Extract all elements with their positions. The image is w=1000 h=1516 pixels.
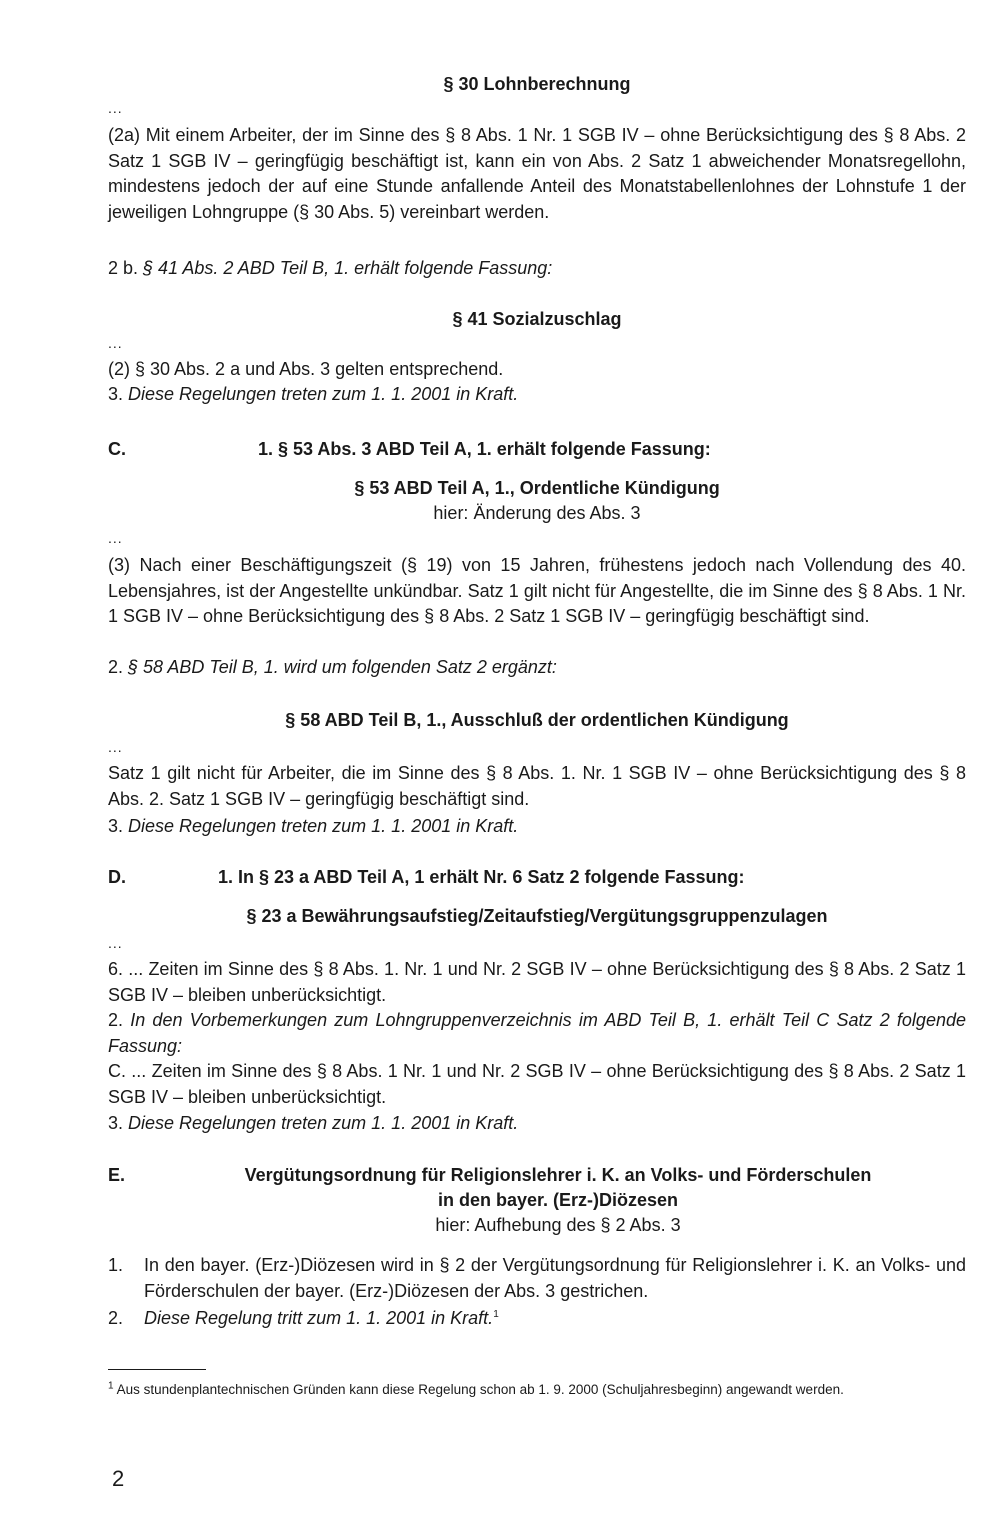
effective-date-line [108, 382, 518, 408]
subheading-section-53: hier: Änderung des Abs. 3 [433, 503, 641, 523]
section-title-e-line1: Vergütungsordnung für Religionslehrer i. K. an Volks- und Förderschulen [244, 1165, 872, 1185]
instruction-number: 2. [108, 1010, 124, 1030]
footnote-divider [108, 1369, 206, 1370]
effective-date-line [108, 814, 518, 840]
instruction-text: § 58 ABD Teil B, 1. wird um folgenden Satz 2 ergänzt: [128, 657, 557, 677]
instruction-text: In den Vorbemerkungen zum Lohngruppenverzeichnis im ABD Teil B, 1. erhält Teil C Satz 2 folgende Fassung: [108, 1010, 966, 1056]
item-number-e2: 2. [108, 1308, 124, 1328]
instruction-number: 2. [108, 657, 124, 677]
footnote-reference: 1 [493, 1309, 499, 1320]
page-number: 2 [112, 1466, 125, 1491]
ellipsis: ... [108, 935, 123, 951]
instruction-number: 3. [108, 384, 124, 404]
section-label-c: C. [108, 439, 126, 459]
instruction-text: Diese Regelungen treten zum 1. 1. 2001 in Kraft. [128, 1113, 519, 1133]
footnote-mark: 1 [108, 1380, 114, 1392]
instruction-c2 [108, 655, 557, 681]
ellipsis: ... [108, 739, 123, 755]
instruction-2b [108, 256, 552, 282]
instruction-text: Diese Regelungen treten zum 1. 1. 2001 in Kraft. [128, 816, 519, 836]
heading-section-23a: § 23 a Bewährungsaufstieg/Zeitaufstieg/Vergütungsgruppenzulagen [246, 906, 828, 926]
item-text-e1: In den bayer. (Erz-)Diözesen wird in § 2 der Vergütungsordnung für Religionslehrer i. K. an Volks- und Förderschulen der bayer. (Erz-)Diözesen der Abs. 3 gestrichen. [144, 1255, 966, 1301]
section-label-d: D. [108, 867, 126, 887]
paragraph-teil-c: C. ... Zeiten im Sinne des § 8 Abs. 1 Nr. 1 und Nr. 2 SGB IV – ohne Berücksichtigung des § 8 Abs. 2 Satz 1 SGB IV – bleiben unberücksichtigt. [108, 1061, 966, 1107]
instruction-number: 2 b. [108, 258, 139, 278]
instruction-text: Diese Regelung tritt zum 1. 1. 2001 in Kraft. [144, 1308, 494, 1328]
footnote-text: Aus stundenplantechnischen Gründen kann diese Regelung schon ab 1. 9. 2000 (Schuljahresbeginn) angewandt werden. [116, 1382, 844, 1397]
paragraph-53-3: (3) Nach einer Beschäftigungszeit (§ 19) von 15 Jahren, frühestens jedoch nach Vollendung des 40. Lebensjahres, ist der Angestellte unkündbar. Satz 1 gilt nicht für Angestellte, die im Sinne des § 8 Abs. 1 Nr. 1 SGB IV – ohne Berücksichtigung des § 8 Abs. 2 Satz 1 SGB IV – geringfügig beschäftigt sind. [108, 555, 966, 627]
heading-section-41: § 41 Sozialzuschlag [452, 309, 622, 329]
footnote [108, 1380, 966, 1399]
instruction-number: 3. [108, 1113, 124, 1133]
heading-section-30: § 30 Lohnberechnung [443, 74, 631, 94]
heading-section-53: § 53 ABD Teil A, 1., Ordentliche Kündigung [354, 478, 720, 498]
instruction-text: Diese Regelungen treten zum 1. 1. 2001 in Kraft. [128, 384, 519, 404]
paragraph-2a: (2a) Mit einem Arbeiter, der im Sinne des § 8 Abs. 1 Nr. 1 SGB IV – ohne Berücksichtigung des § 8 Abs. 2 Satz 1 SGB IV – geringfügig beschäftigt ist, kann ein von Abs. 2 Satz 1 abweichender Monatsregellohn, mindestens jedoch der auf eine Stunde anfallende Anteil des Monatstabellenlohnes der Lohnstufe 1 der jeweiligen Lohngruppe (§ 30 Abs. 5) vereinbart werden. [108, 125, 966, 222]
ellipsis: ... [108, 335, 123, 351]
instruction-text: § 41 Abs. 2 ABD Teil B, 1. erhält folgende Fassung: [143, 258, 553, 278]
paragraph-41-2: (2) § 30 Abs. 2 a und Abs. 3 gelten entsprechend. [108, 359, 504, 379]
instruction-d2 [108, 1008, 966, 1059]
ellipsis: ... [108, 100, 123, 116]
instruction-number: 3. [108, 816, 124, 836]
section-title-c: 1. § 53 Abs. 3 ABD Teil A, 1. erhält folgende Fassung: [258, 439, 711, 459]
paragraph-6: 6. ... Zeiten im Sinne des § 8 Abs. 1. Nr. 1 und Nr. 2 SGB IV – ohne Berücksichtigung des § 8 Abs. 2 Satz 1 SGB IV – bleiben unberücksichtigt. [108, 959, 966, 1005]
section-title-d: 1. In § 23 a ABD Teil A, 1 erhält Nr. 6 Satz 2 folgende Fassung: [218, 867, 745, 887]
section-label-e: E. [108, 1165, 126, 1185]
section-title-e-line2: in den bayer. (Erz-)Diözesen [437, 1190, 679, 1210]
ellipsis: ... [108, 530, 123, 546]
item-number-e1: 1. [108, 1255, 124, 1275]
effective-date-line [108, 1111, 518, 1137]
subheading-section-e: hier: Aufhebung des § 2 Abs. 3 [435, 1215, 681, 1235]
item-text-e2 [144, 1306, 966, 1332]
heading-section-58: § 58 ABD Teil B, 1., Ausschluß der ordentlichen Kündigung [285, 710, 789, 730]
paragraph-58: Satz 1 gilt nicht für Arbeiter, die im Sinne des § 8 Abs. 1. Nr. 1 SGB IV – ohne Berücksichtigung des § 8 Abs. 2. Satz 1 SGB IV – geringfügig beschäftigt sind. [108, 763, 966, 809]
